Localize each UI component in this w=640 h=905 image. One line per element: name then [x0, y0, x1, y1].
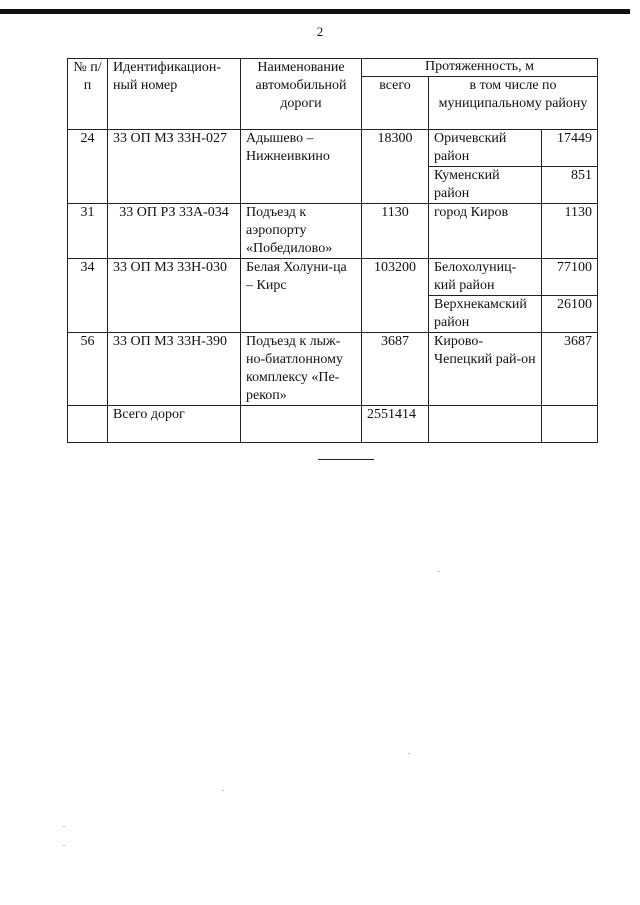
- scan-speck: [63, 845, 65, 846]
- total-value: 2551414: [362, 406, 429, 443]
- scan-speck: [222, 790, 224, 791]
- row-district-name: город Киров: [429, 204, 542, 259]
- total-num-empty: [68, 406, 108, 443]
- row-district-name: Верхнекамский район: [429, 296, 542, 333]
- table-row: [68, 204, 598, 259]
- row-district-length: 77100: [542, 259, 598, 296]
- roads-table: [67, 58, 598, 443]
- row-road-name: Адышево – Нижнеивкино: [241, 130, 362, 204]
- header-by-district: в том числе по муниципальному району: [429, 77, 598, 130]
- header-total: всего: [362, 77, 429, 130]
- table-row: [68, 130, 598, 167]
- scan-speck: [438, 571, 440, 572]
- total-district-empty: [429, 406, 542, 443]
- table-row: [68, 333, 598, 406]
- total-name-empty: [241, 406, 362, 443]
- row-district-length: 3687: [542, 333, 598, 406]
- row-road-name: Белая Холуни-ца – Кирс: [241, 259, 362, 333]
- row-total: 103200: [362, 259, 429, 333]
- scan-speck: [408, 753, 410, 754]
- row-id: 33 ОП МЗ 33Н-027: [108, 130, 241, 204]
- table-row: [68, 259, 598, 296]
- header-id: Идентификацион-ный номер: [108, 59, 241, 130]
- top-border-line: [0, 9, 630, 14]
- row-id: 33 ОП МЗ 33Н-030: [108, 259, 241, 333]
- header-num: № п/п: [68, 59, 108, 130]
- table-total-row: [68, 406, 598, 443]
- row-district-length: 17449: [542, 130, 598, 167]
- page-number: 2: [316, 24, 324, 39]
- row-total: 1130: [362, 204, 429, 259]
- row-num: 56: [68, 333, 108, 406]
- row-district-name: Белохолуниц-кий район: [429, 259, 542, 296]
- header-length: Протяженность, м: [362, 59, 598, 77]
- header-name: Наименование автомобильной дороги: [241, 59, 362, 130]
- end-of-table-divider: [318, 459, 374, 460]
- row-total: 3687: [362, 333, 429, 406]
- row-district-length: 851: [542, 167, 598, 204]
- row-id: 33 ОП МЗ 33Н-390: [108, 333, 241, 406]
- row-num: 34: [68, 259, 108, 333]
- table-header-row: [68, 59, 598, 77]
- row-total: 18300: [362, 130, 429, 204]
- total-length-empty: [542, 406, 598, 443]
- scan-speck: [63, 826, 65, 827]
- row-district-length: 26100: [542, 296, 598, 333]
- row-road-name: Подъезд к лыж-но-биатлонному комплексу «Пе-рекоп»: [241, 333, 362, 406]
- row-id: 33 ОП РЗ 33А-034: [108, 204, 241, 259]
- row-road-name: Подъезд к аэропорту «Победилово»: [241, 204, 362, 259]
- row-num: 31: [68, 204, 108, 259]
- row-district-name: Кирово-Чепецкий рай-он: [429, 333, 542, 406]
- row-district-length: 1130: [542, 204, 598, 259]
- row-district-name: Куменский район: [429, 167, 542, 204]
- row-num: 24: [68, 130, 108, 204]
- row-district-name: Оричевский район: [429, 130, 542, 167]
- total-label: Всего дорог: [108, 406, 241, 443]
